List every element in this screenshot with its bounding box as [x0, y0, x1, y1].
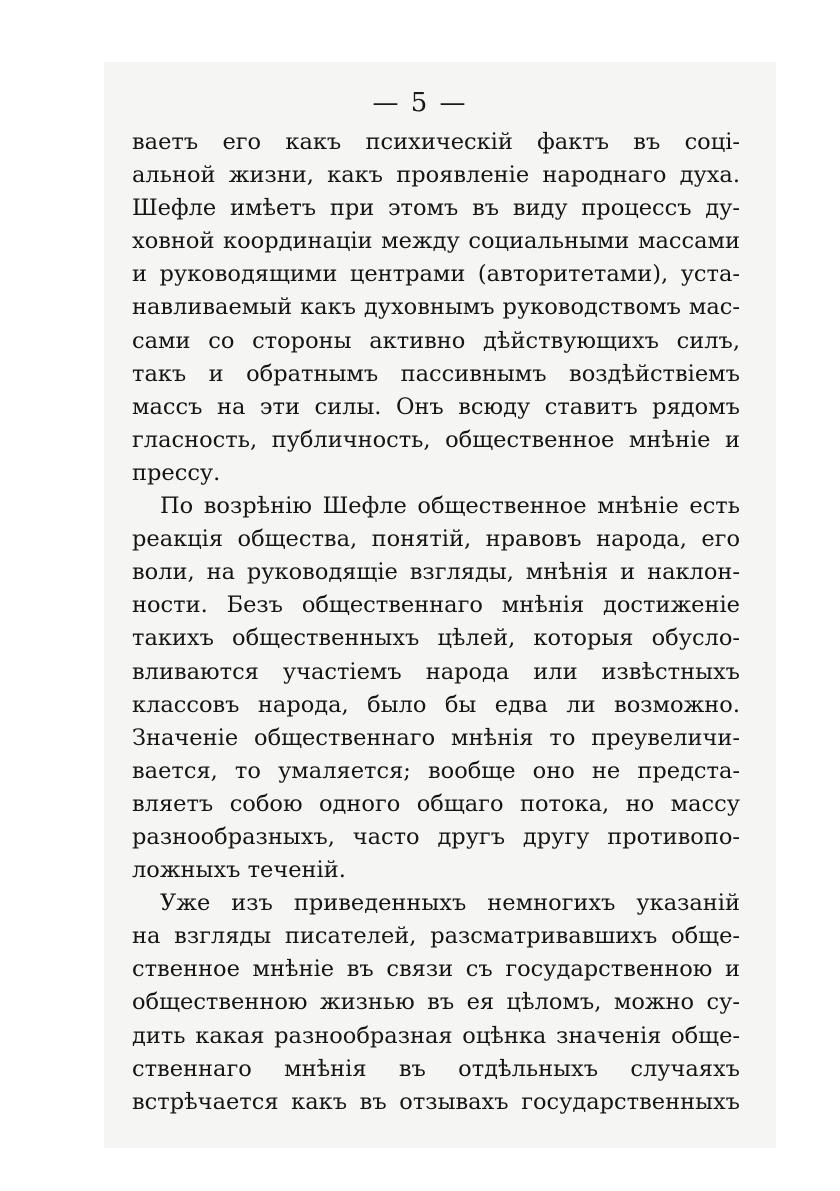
text-line: и руководящими центрами (авторитетами), уста- [132, 261, 740, 288]
text-line: вливаются участіемъ народа или извѣстныхъ [132, 658, 740, 685]
text-line: ваетъ его какъ психическій фактъ въ соці- [132, 129, 740, 155]
text-line: Значеніе общественнаго мнѣнія то преувеличи- [132, 724, 740, 751]
text-line: сами со стороны активно дѣйствующихъ силъ, [132, 327, 740, 354]
text-line: на взгляды писателей, разсматривавшихъ обще- [132, 923, 740, 950]
text-line: такъ и обратнымъ пассивнымъ воздѣйствіемъ [132, 360, 740, 387]
text-line: ховной координаціи между социальными массами [132, 228, 740, 255]
text-line: классовъ народа, было бы едва ли возможно. [132, 691, 740, 718]
text-line: общественною жизнью въ ея цѣломъ, можно су- [132, 989, 740, 1016]
paragraph-first-line: Уже изъ приведенныхъ немногихъ указаній [160, 890, 740, 917]
text-line: ности. Безъ общественнаго мнѣнія достиженіе [132, 592, 740, 619]
text-line: ственнаго мнѣнія въ отдѣльныхъ случаяхъ [132, 1055, 740, 1082]
body-text [132, 126, 740, 1119]
text-line: ственное мнѣніе въ связи съ государственною и [132, 956, 740, 983]
paragraph-first-line: По возрѣнію Шефле общественное мнѣніе есть [160, 493, 740, 520]
text-line: воли, на руководящіе взгляды, мнѣнія и наклон- [132, 559, 740, 586]
text-line: дить какая разнообразная оцѣнка значенія обще- [132, 1022, 740, 1049]
text-line: навливаемый какъ духовнымъ руководствомъ мас- [132, 294, 740, 321]
page-number: — 5 — [372, 88, 468, 118]
text-line: ложныхъ теченій. [132, 857, 346, 884]
text-line: вается, то умаляется; вообще оно не предста- [132, 757, 740, 784]
text-line: встрѣчается какъ въ отзывахъ государственныхъ [132, 1088, 740, 1115]
text-line: Шефле имѣетъ при этомъ въ виду процессъ ду- [132, 195, 740, 222]
text-line: такихъ общественныхъ цѣлей, которыя обусло- [132, 625, 740, 652]
text-line: реакція общества, понятій, нравовъ народа, его [132, 526, 740, 553]
text-line: разнообразныхъ, часто другъ другу противопо- [132, 823, 740, 850]
text-line: альной жизни, какъ проявленіе народнаго духа. [132, 162, 740, 189]
text-line: прессу. [132, 459, 221, 486]
text-line: массъ на эти силы. Онъ всюду ставитъ рядомъ [132, 393, 740, 420]
text-line: гласность, публичность, общественное мнѣніе и [132, 426, 740, 453]
text-line: вляетъ собою одного общаго потока, но массу [132, 790, 740, 817]
